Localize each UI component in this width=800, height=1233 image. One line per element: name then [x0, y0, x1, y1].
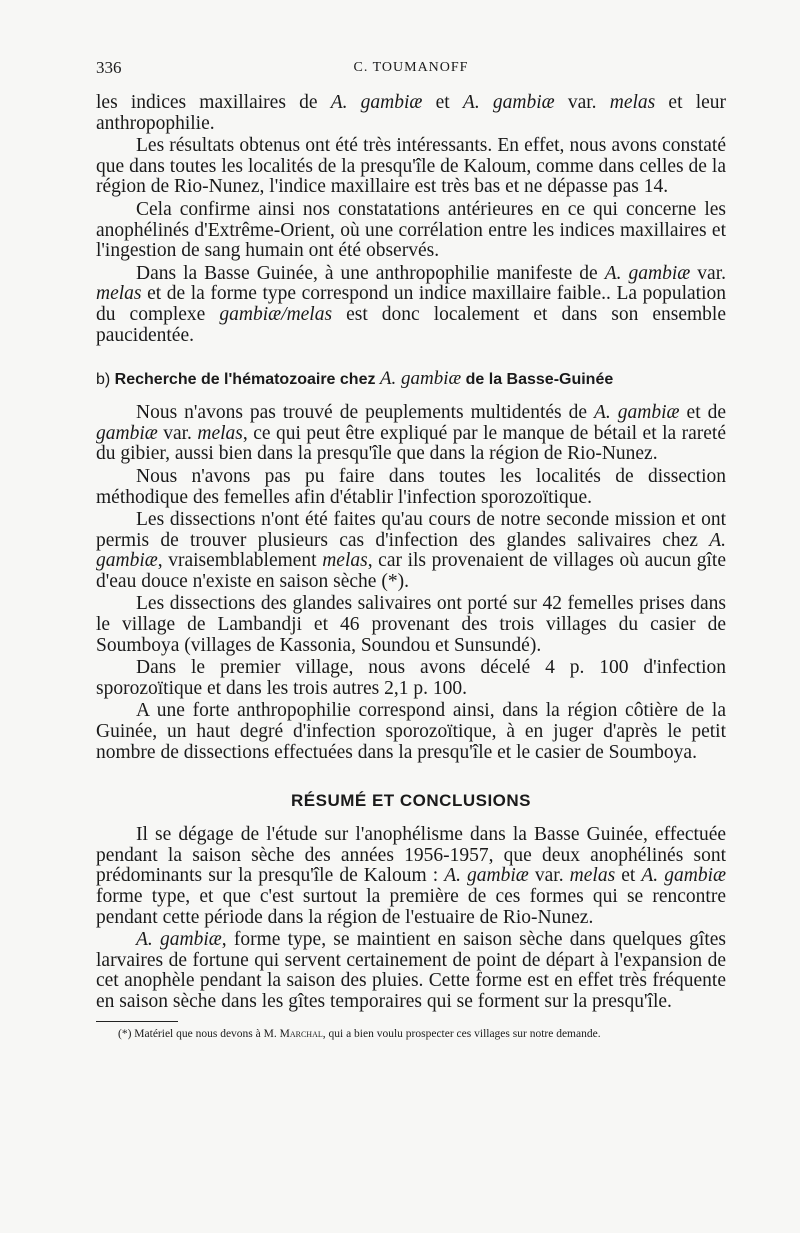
text-run: Dans le premier village, nous avons décelé 4 p. 100 d'infection sporozoïtique et dans les trois autres 2,1 p. 100.: [96, 657, 726, 699]
italic-term: melas: [322, 550, 368, 572]
paragraph: [96, 264, 726, 346]
paragraph-group-conclusions: [96, 825, 726, 1012]
text-run: Cela confirme ainsi nos constatations antérieures en ce qui concerne les anophélinés d'Extrême-Orient, où une corrélation entre les indices maxillaires et l'ingestion de sang humain ont été observés.: [96, 198, 726, 262]
paragraph: [96, 701, 726, 763]
italic-term: gambiæ: [96, 422, 158, 444]
page-number: 336: [96, 58, 122, 77]
paragraph-group-hematozoaire: [96, 403, 726, 763]
text-run: Nous n'avons pas pu faire dans toutes les localités de dissection méthodique des femelles afin d'établir l'infection sporozoïtique.: [96, 465, 726, 508]
footnote-name: Marchal: [279, 1027, 323, 1040]
paragraph: [96, 93, 726, 134]
text-run: , ce qui peut être expliqué par le manque de bétail et la rareté du gibier, aussi bien dans la presqu'île que dans la région de Rio-Nunez.: [96, 422, 726, 465]
paragraph: [96, 200, 726, 262]
running-head: C. TOUMANOFF: [353, 60, 469, 75]
italic-term: A. gambiæ: [136, 929, 222, 951]
text-run: A une forte anthropophilie correspond ainsi, dans la région côtière de la Guinée, un haut degré d'infection sporozoïtique, à en juger d'après le petit nombre de dissections effectuées dans la presqu'île et le casier de Soumboya.: [96, 700, 726, 763]
paragraph-group-intro: [96, 93, 726, 346]
subheading-text-2: de la Basse-Guinée: [461, 371, 614, 389]
footnote-rule: [96, 1021, 178, 1022]
text-run: et: [422, 92, 463, 113]
footnote-text-before: Matériel que nous devons à M.: [134, 1027, 280, 1040]
paragraph: [96, 825, 726, 928]
subheading-b: [96, 368, 726, 391]
section-title: RÉSUMÉ ET CONCLUSIONS: [290, 791, 532, 811]
text-run: Les dissections des glandes salivaires ont porté sur 42 femelles prises dans le village de Lambandji et 46 provenant des trois villages du casier de Soumboya (villages de Kassonia, Soundou et Sunsundé).: [96, 593, 726, 656]
italic-term: A. gambiæ: [594, 402, 680, 424]
italic-term: gambiæ/melas: [219, 303, 333, 325]
paragraph: [96, 510, 726, 592]
page-header: [96, 58, 726, 82]
italic-term: melas: [96, 283, 142, 305]
italic-term: melas: [609, 92, 656, 113]
text-run: Les résultats obtenus ont été très intéressants. En effet, nous avons constaté que dans toutes les localités de la presqu'île de Kaloum, comme dans celles de la région de Rio-Nunez, l'indice maxillaire est très bas et ne dépasse pas 14.: [96, 135, 726, 198]
text-run: , car ils provenaient de villages où aucun gîte d'eau douce n'existe en saison sèche (*).: [96, 550, 726, 592]
italic-term: melas: [197, 422, 243, 444]
italic-term: A. gambiæ: [604, 262, 691, 284]
text-run: Les dissections n'ont été faites qu'au cours de notre seconde mission et ont permis de trouver plusieurs cas d'infection des glandes salivaires chez: [96, 509, 726, 551]
italic-term: A. gambiæ: [330, 92, 423, 113]
paragraph: [96, 403, 726, 465]
footnote-text-after: , qui a bien voulu prospecter ces villages sur notre demande.: [322, 1027, 601, 1040]
subheading-species: A. gambiæ: [379, 368, 462, 390]
italic-term: A. gambiæ: [96, 529, 726, 572]
text-run: , forme type, se maintient en saison sèche dans quelques gîtes larvaires de fortune qui servent certainement de point de départ à l'expansion de cet anophèle pendant la saison des pluies. Cette forme est en effet très fréquente en saison sèche dans les gîtes temporaires qui se forment sur la presqu'île.: [96, 929, 727, 1012]
text-run: et de la forme type correspond un indice maxillaire faible.. La population du complexe: [96, 283, 726, 325]
paragraph: [96, 136, 726, 198]
text-run: et: [615, 865, 642, 887]
text-run: var.: [528, 865, 570, 887]
text-run: les indices maxillaires de: [96, 92, 331, 113]
paragraph: [96, 594, 726, 656]
text-run: Dans la Basse Guinée, à une anthropophilie manifeste de: [136, 262, 605, 284]
text-run: var.: [157, 422, 198, 444]
text-run: Nous n'avons pas trouvé de peuplements multidentés de: [136, 402, 595, 424]
paragraph: [96, 930, 726, 1012]
footnote-marker: (*): [118, 1027, 135, 1040]
text-run: forme type, et que c'est surtout la première de ces formes qui se rencontre pendant cette période dans la région de l'estuaire de Rio-Nunez.: [96, 886, 726, 928]
italic-term: A. gambiæ: [641, 865, 727, 887]
italic-term: A. gambiæ: [444, 865, 529, 887]
text-run: var.: [554, 92, 610, 113]
text-run: est donc localement et dans son ensemble paucidentée.: [96, 303, 726, 346]
subheading-text: Recherche de l'hématozoaire chez: [114, 371, 380, 389]
text-run: var.: [690, 262, 726, 284]
subheading-label: b): [96, 371, 115, 389]
footnote: [96, 1028, 726, 1041]
text-run: et leur anthropophilie.: [96, 92, 727, 134]
italic-term: A. gambiæ: [462, 92, 555, 113]
body-text: [96, 93, 726, 1041]
paragraph: [96, 467, 726, 508]
paragraph: [96, 658, 726, 699]
text-run: , vraisemblablement: [157, 550, 323, 572]
text-run: et de: [679, 402, 727, 424]
text-run: Il se dégage de l'étude sur l'anophélisme dans la Basse Guinée, effectuée pendant la saison sèche des années 1956-1957, que deux anophélinés sont prédominants sur la presqu'île de Kaloum :: [96, 824, 726, 887]
italic-term: melas: [569, 865, 616, 887]
